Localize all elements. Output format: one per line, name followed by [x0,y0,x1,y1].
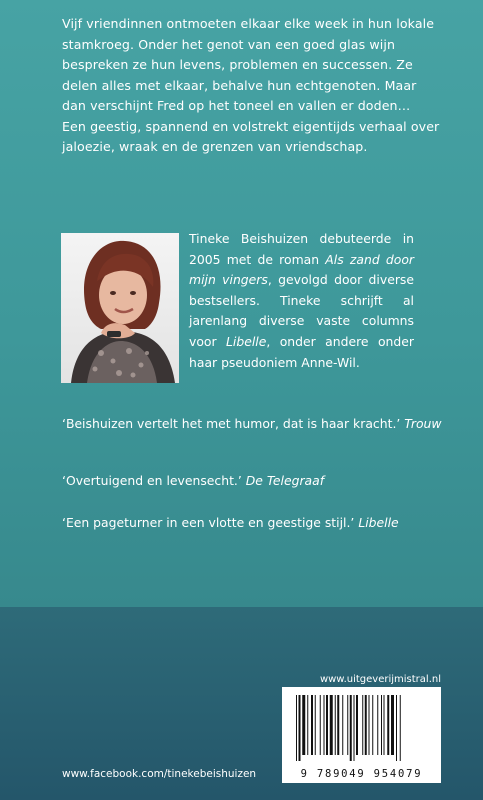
bio-novel-title: Als zand door mijn vingers [189,251,415,288]
barcode-icon [282,687,441,769]
review-quote-3 [62,513,442,534]
barcode-bar [391,695,394,755]
back-cover-blurb [62,14,442,158]
barcode-bar [369,695,370,755]
barcode-bar [372,695,373,755]
isbn-barcode [282,687,441,783]
review-quote-2 [62,471,442,492]
barcode-bar [350,695,352,761]
publisher-url[interactable]: www.uitgeverijmistral.nl [319,674,441,685]
barcode-bar [326,695,328,755]
barcode-bar [299,695,301,761]
bio-text-1: Tineke Beishuizen debuteerde in 2005 met de roman [189,231,414,267]
bio-text-2: , gevolgd door diverse bestsellers. Tineke schrijft al jarenlang diverse vaste columns voor [189,272,414,349]
blurb-paragraph-1: Vijf vriendinnen ontmoeten elkaar elke week in hun lokale stamkroeg. Onder het genot van een goed glas wijn bespreken ze hun levens, problemen en successen. Ze delen alles met elkaar, behalve hun echtgenoten. Maar dan verschijnt Fred op het toneel en vallen er doden… [62,16,435,113]
quote-source: Trouw [404,416,442,431]
barcode-bar [384,695,385,755]
isbn-number: 9 789049 954079 [300,768,423,780]
quote-text: ‘Overtuigend en levensecht.’ [62,473,246,488]
barcode-bar [365,695,367,755]
barcode-bar [324,695,325,755]
barcode-bar [387,695,389,755]
bio-text-3: , onder andere onder haar pseudoniem Anne-Wil. [189,333,414,370]
barcode-bar [302,695,305,755]
barcode-bar [320,695,321,755]
barcode-bar [307,695,308,755]
barcode-bar [342,695,343,755]
barcode-bar [311,695,313,755]
author-bio [189,229,414,373]
barcode-bar [335,695,336,755]
author-portrait-icon [61,233,179,383]
barcode-bar [347,695,348,755]
blurb-paragraph-2: Een geestig, spannend en volstrekt eigentijds verhaal over jaloezie, wraak en de grenzen van vriendschap. [62,118,440,154]
quote-source: Libelle [358,515,399,530]
barcode-bar [354,695,355,761]
barcode-bar [315,695,316,755]
review-quote-1 [62,414,442,435]
barcode-bar [330,695,333,755]
barcode-bar [377,695,378,755]
barcode-bar [362,695,363,755]
bio-magazine-title: Libelle [226,333,267,349]
barcode-bar [400,695,401,761]
quote-text: ‘Een pageturner in een vlotte en geestige stijl.’ [62,515,359,530]
quote-text: ‘Beishuizen vertelt het met humor, dat is haar kracht.’ [62,416,405,431]
barcode-bar [337,695,339,755]
author-photo [61,233,179,383]
barcode-bar [296,695,297,761]
barcode-bar [381,695,382,755]
quote-source: De Telegraaf [245,473,325,488]
facebook-url[interactable]: www.facebook.com/tinekebeishuizen [62,768,257,780]
barcode-bar [396,695,397,761]
barcode-bar [356,695,358,755]
